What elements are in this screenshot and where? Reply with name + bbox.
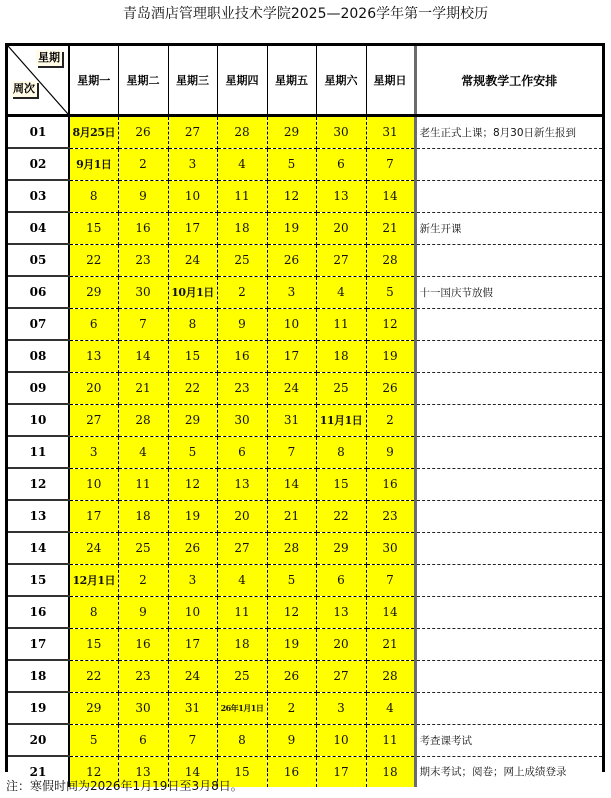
date-cell-sun: 23 — [366, 500, 415, 532]
date-cell-sun: 28 — [366, 660, 415, 692]
week-note — [415, 532, 602, 564]
week-note — [415, 308, 602, 340]
week-note: 期末考试；阅卷；网上成绩登录 — [415, 756, 602, 787]
date-cell-sun: 26 — [366, 372, 415, 404]
date-cell-sat: 18 — [316, 340, 366, 372]
date-cell-mon: 17 — [69, 500, 118, 532]
week-number: 13 — [8, 500, 69, 532]
date-cell-mon: 24 — [69, 532, 118, 564]
date-cell-tue: 26 — [118, 116, 168, 149]
week-row — [8, 212, 602, 244]
week-row — [8, 276, 602, 308]
week-number: 16 — [8, 596, 69, 628]
date-cell-sun: 21 — [366, 628, 415, 660]
date-cell-sat: 22 — [316, 500, 366, 532]
week-note — [415, 372, 602, 404]
week-number: 19 — [8, 692, 69, 724]
date-cell-mon: 6 — [69, 308, 118, 340]
date-cell-sun: 4 — [366, 692, 415, 724]
date-cell-sun: 21 — [366, 212, 415, 244]
week-number: 02 — [8, 148, 69, 180]
date-cell-sun: 19 — [366, 340, 415, 372]
date-cell-sat: 20 — [316, 628, 366, 660]
date-cell-mon: 20 — [69, 372, 118, 404]
week-note — [415, 340, 602, 372]
date-cell-tue: 18 — [118, 500, 168, 532]
notes-header: 常规教学工作安排 — [415, 46, 602, 116]
date-cell-fri: 31 — [267, 404, 316, 436]
week-row — [8, 244, 602, 276]
week-row — [8, 500, 602, 532]
date-cell-tue: 25 — [118, 532, 168, 564]
date-cell-sun: 7 — [366, 148, 415, 180]
page-title: 青岛酒店管理职业技术学院2025—2026学年第一学期校历 — [122, 6, 489, 22]
week-row — [8, 564, 602, 596]
date-cell-fri: 12 — [267, 596, 316, 628]
date-cell-sun: 2 — [366, 404, 415, 436]
date-cell-thu: 18 — [217, 628, 267, 660]
date-cell-sat: 10 — [316, 724, 366, 756]
weekday-axis-label: 星期 — [38, 51, 60, 64]
date-cell-fri: 16 — [267, 756, 316, 787]
date-cell-tue: 13 — [118, 756, 168, 787]
date-cell-fri: 12 — [267, 180, 316, 212]
calendar-table — [5, 43, 605, 779]
date-cell-wed: 17 — [168, 628, 217, 660]
date-cell-wed: 10月1日 — [168, 276, 217, 308]
date-cell-thu: 18 — [217, 212, 267, 244]
date-cell-thu: 2 — [217, 276, 267, 308]
week-note: 考查课考试 — [415, 724, 602, 756]
date-cell-fri: 14 — [267, 468, 316, 500]
date-cell-fri: 29 — [267, 116, 316, 149]
date-cell-thu: 8 — [217, 724, 267, 756]
date-cell-mon: 8 — [69, 180, 118, 212]
date-cell-tue: 23 — [118, 660, 168, 692]
date-cell-sun: 12 — [366, 308, 415, 340]
date-cell-wed: 12 — [168, 468, 217, 500]
week-row — [8, 180, 602, 212]
date-cell-wed: 27 — [168, 116, 217, 149]
date-cell-sat: 13 — [316, 180, 366, 212]
date-cell-tue: 4 — [118, 436, 168, 468]
week-row — [8, 628, 602, 660]
date-cell-sat: 6 — [316, 148, 366, 180]
date-cell-mon: 8月25日 — [69, 116, 118, 149]
date-cell-tue: 30 — [118, 276, 168, 308]
date-cell-fri: 21 — [267, 500, 316, 532]
date-cell-sat: 11月1日 — [316, 404, 366, 436]
date-cell-wed: 5 — [168, 436, 217, 468]
date-cell-fri: 7 — [267, 436, 316, 468]
date-cell-tue: 11 — [118, 468, 168, 500]
date-cell-fri: 19 — [267, 212, 316, 244]
week-number: 01 — [8, 116, 69, 149]
date-cell-sun: 5 — [366, 276, 415, 308]
date-cell-fri: 3 — [267, 276, 316, 308]
week-number: 09 — [8, 372, 69, 404]
date-cell-wed: 8 — [168, 308, 217, 340]
date-cell-tue: 30 — [118, 692, 168, 724]
week-number: 20 — [8, 724, 69, 756]
date-cell-tue: 2 — [118, 148, 168, 180]
week-note: 新生开课 — [415, 212, 602, 244]
week-note — [415, 468, 602, 500]
date-cell-sun: 31 — [366, 116, 415, 149]
week-note — [415, 628, 602, 660]
week-row — [8, 596, 602, 628]
date-cell-thu: 16 — [217, 340, 267, 372]
week-note — [415, 564, 602, 596]
week-number: 10 — [8, 404, 69, 436]
date-cell-thu: 4 — [217, 564, 267, 596]
date-cell-fri: 24 — [267, 372, 316, 404]
week-number: 11 — [8, 436, 69, 468]
corner-header — [8, 46, 69, 116]
week-note — [415, 500, 602, 532]
date-cell-sun: 30 — [366, 532, 415, 564]
week-row — [8, 724, 602, 756]
day-header-fri: 星期五 — [267, 46, 316, 116]
week-note: 十一国庆节放假 — [415, 276, 602, 308]
date-cell-tue: 23 — [118, 244, 168, 276]
week-axis-label: 周次 — [13, 82, 35, 95]
week-note: 老生正式上课；8月30日新生报到 — [415, 116, 602, 149]
week-number: 15 — [8, 564, 69, 596]
week-row — [8, 692, 602, 724]
date-cell-thu: 26年1月1日 — [217, 692, 267, 724]
week-number: 03 — [8, 180, 69, 212]
date-cell-fri: 5 — [267, 564, 316, 596]
date-cell-mon: 3 — [69, 436, 118, 468]
date-cell-mon: 12 — [69, 756, 118, 787]
date-cell-tue: 16 — [118, 212, 168, 244]
week-row — [8, 116, 602, 149]
week-note — [415, 404, 602, 436]
date-cell-fri: 9 — [267, 724, 316, 756]
week-row — [8, 372, 602, 404]
date-cell-thu: 27 — [217, 532, 267, 564]
date-cell-tue: 6 — [118, 724, 168, 756]
week-note — [415, 660, 602, 692]
week-number: 07 — [8, 308, 69, 340]
date-cell-sat: 13 — [316, 596, 366, 628]
date-cell-thu: 25 — [217, 244, 267, 276]
date-cell-tue: 9 — [118, 596, 168, 628]
date-cell-sun: 14 — [366, 180, 415, 212]
week-row — [8, 532, 602, 564]
date-cell-thu: 4 — [217, 148, 267, 180]
date-cell-fri: 19 — [267, 628, 316, 660]
date-cell-fri: 26 — [267, 660, 316, 692]
date-cell-sat: 4 — [316, 276, 366, 308]
week-note — [415, 180, 602, 212]
date-cell-thu: 13 — [217, 468, 267, 500]
day-header-sun: 星期日 — [366, 46, 415, 116]
week-number: 12 — [8, 468, 69, 500]
date-cell-thu: 28 — [217, 116, 267, 149]
week-row — [8, 340, 602, 372]
header-row — [8, 46, 602, 116]
date-cell-sat: 30 — [316, 116, 366, 149]
day-header-mon: 星期一 — [69, 46, 118, 116]
calendar-body — [8, 116, 602, 788]
date-cell-fri: 28 — [267, 532, 316, 564]
date-cell-mon: 27 — [69, 404, 118, 436]
date-cell-sun: 16 — [366, 468, 415, 500]
date-cell-tue: 14 — [118, 340, 168, 372]
date-cell-wed: 10 — [168, 596, 217, 628]
date-cell-sat: 29 — [316, 532, 366, 564]
week-number: 17 — [8, 628, 69, 660]
date-cell-sat: 11 — [316, 308, 366, 340]
date-cell-mon: 29 — [69, 692, 118, 724]
day-header-thu: 星期四 — [217, 46, 267, 116]
date-cell-tue: 7 — [118, 308, 168, 340]
week-row — [8, 436, 602, 468]
day-header-sat: 星期六 — [316, 46, 366, 116]
week-row — [8, 148, 602, 180]
date-cell-sun: 28 — [366, 244, 415, 276]
date-cell-sat: 20 — [316, 212, 366, 244]
date-cell-fri: 26 — [267, 244, 316, 276]
week-number: 04 — [8, 212, 69, 244]
date-cell-tue: 9 — [118, 180, 168, 212]
date-cell-thu: 20 — [217, 500, 267, 532]
date-cell-wed: 31 — [168, 692, 217, 724]
date-cell-sat: 25 — [316, 372, 366, 404]
date-cell-mon: 22 — [69, 660, 118, 692]
date-cell-thu: 25 — [217, 660, 267, 692]
date-cell-mon: 8 — [69, 596, 118, 628]
date-cell-tue: 2 — [118, 564, 168, 596]
week-number: 21 — [8, 756, 69, 787]
date-cell-tue: 21 — [118, 372, 168, 404]
week-number: 06 — [8, 276, 69, 308]
date-cell-thu: 15 — [217, 756, 267, 787]
date-cell-mon: 5 — [69, 724, 118, 756]
date-cell-wed: 14 — [168, 756, 217, 787]
date-cell-mon: 22 — [69, 244, 118, 276]
week-note — [415, 148, 602, 180]
week-number: 14 — [8, 532, 69, 564]
date-cell-sun: 11 — [366, 724, 415, 756]
date-cell-sun: 18 — [366, 756, 415, 787]
week-row — [8, 660, 602, 692]
date-cell-wed: 17 — [168, 212, 217, 244]
date-cell-sat: 27 — [316, 660, 366, 692]
date-cell-wed: 10 — [168, 180, 217, 212]
date-cell-sat: 17 — [316, 756, 366, 787]
week-note — [415, 596, 602, 628]
date-cell-wed: 29 — [168, 404, 217, 436]
date-cell-mon: 15 — [69, 212, 118, 244]
date-cell-mon: 29 — [69, 276, 118, 308]
week-note — [415, 436, 602, 468]
date-cell-wed: 24 — [168, 660, 217, 692]
date-cell-mon: 13 — [69, 340, 118, 372]
date-cell-sat: 27 — [316, 244, 366, 276]
date-cell-fri: 5 — [267, 148, 316, 180]
week-row — [8, 468, 602, 500]
date-cell-fri: 2 — [267, 692, 316, 724]
week-number: 18 — [8, 660, 69, 692]
week-row — [8, 404, 602, 436]
date-cell-wed: 7 — [168, 724, 217, 756]
week-number: 05 — [8, 244, 69, 276]
date-cell-wed: 3 — [168, 148, 217, 180]
footer-note: 注：寒假时间为2026年1月19日至3月8日。 — [6, 779, 243, 793]
week-number: 08 — [8, 340, 69, 372]
date-cell-wed: 3 — [168, 564, 217, 596]
date-cell-sun: 14 — [366, 596, 415, 628]
date-cell-sat: 3 — [316, 692, 366, 724]
week-note — [415, 692, 602, 724]
date-cell-wed: 24 — [168, 244, 217, 276]
week-note — [415, 244, 602, 276]
date-cell-sat: 8 — [316, 436, 366, 468]
date-cell-thu: 9 — [217, 308, 267, 340]
date-cell-wed: 15 — [168, 340, 217, 372]
date-cell-fri: 10 — [267, 308, 316, 340]
date-cell-mon: 9月1日 — [69, 148, 118, 180]
date-cell-thu: 6 — [217, 436, 267, 468]
date-cell-mon: 10 — [69, 468, 118, 500]
date-cell-fri: 17 — [267, 340, 316, 372]
date-cell-sun: 9 — [366, 436, 415, 468]
day-header-wed: 星期三 — [168, 46, 217, 116]
date-cell-sun: 7 — [366, 564, 415, 596]
date-cell-sat: 6 — [316, 564, 366, 596]
date-cell-mon: 12月1日 — [69, 564, 118, 596]
date-cell-thu: 30 — [217, 404, 267, 436]
day-header-tue: 星期二 — [118, 46, 168, 116]
date-cell-mon: 15 — [69, 628, 118, 660]
date-cell-wed: 22 — [168, 372, 217, 404]
date-cell-tue: 16 — [118, 628, 168, 660]
date-cell-thu: 11 — [217, 596, 267, 628]
date-cell-thu: 23 — [217, 372, 267, 404]
week-row — [8, 308, 602, 340]
date-cell-tue: 28 — [118, 404, 168, 436]
date-cell-thu: 11 — [217, 180, 267, 212]
date-cell-sat: 15 — [316, 468, 366, 500]
date-cell-wed: 26 — [168, 532, 217, 564]
date-cell-wed: 19 — [168, 500, 217, 532]
